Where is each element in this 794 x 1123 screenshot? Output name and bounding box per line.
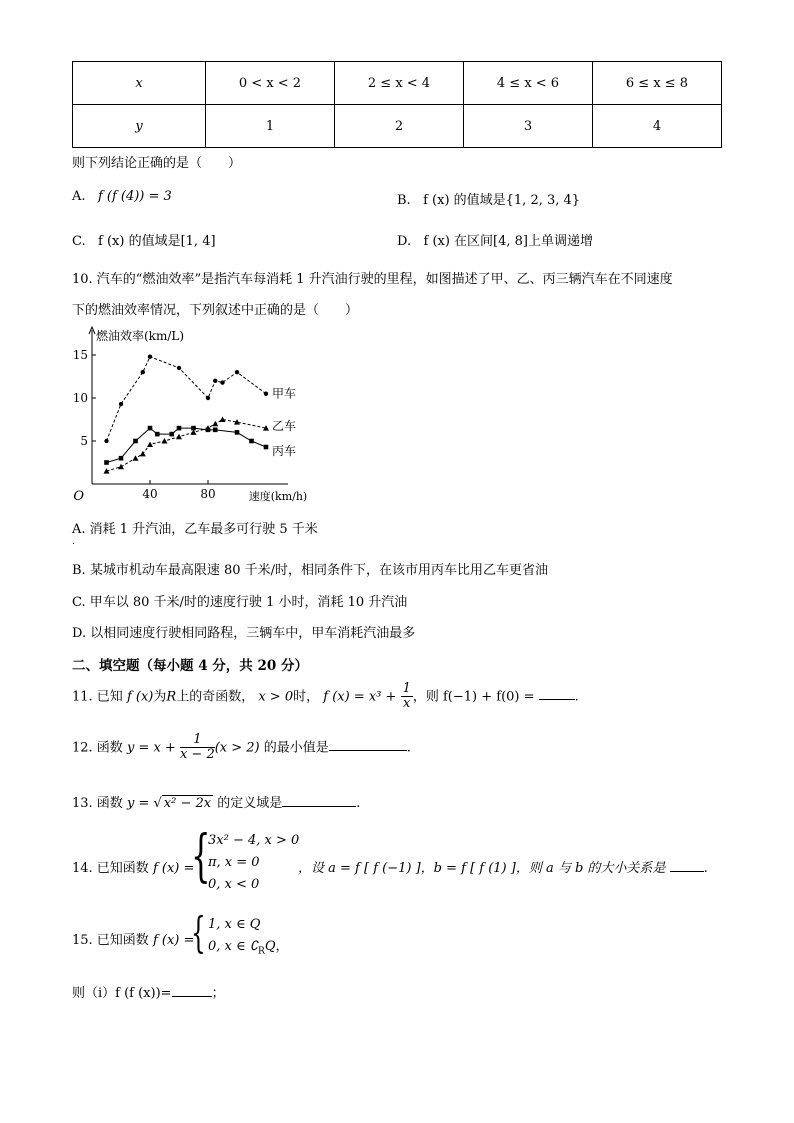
q12-pre: 12. 函数 bbox=[72, 740, 123, 756]
table-cell: 1 bbox=[206, 105, 335, 148]
series-line bbox=[107, 428, 267, 462]
q15-line2 bbox=[72, 982, 225, 1001]
fraction-numerator: 1 bbox=[402, 681, 411, 696]
q13-answer-blank[interactable] bbox=[282, 806, 356, 807]
case-text: 0, x ∈ ∁ bbox=[208, 939, 259, 954]
q9-option-b bbox=[397, 189, 580, 208]
data-point bbox=[169, 432, 174, 437]
table-cell: 3 bbox=[464, 105, 593, 148]
fraction-numerator: 1 bbox=[180, 733, 215, 748]
q9-option-a bbox=[72, 189, 172, 204]
q14-pre: 14. 已知函数 bbox=[72, 861, 149, 876]
q11-pre: 11. 已知 bbox=[72, 689, 123, 705]
fraction-denominator: x bbox=[403, 696, 411, 712]
case-line bbox=[208, 936, 289, 963]
table-cell: 2 bbox=[335, 105, 464, 148]
case-line: 0, x < 0 bbox=[208, 877, 260, 892]
q10-option-d: D. 以相同速度行驶相同路程，三辆车中，甲车消耗汽油最多 bbox=[72, 626, 416, 641]
y-tick-label: 15 bbox=[72, 348, 88, 362]
data-point bbox=[235, 430, 240, 435]
data-point bbox=[212, 421, 218, 427]
q15-answer-blank[interactable] bbox=[172, 996, 212, 997]
x-tick-label: 40 bbox=[142, 487, 158, 501]
data-point bbox=[264, 392, 268, 396]
q11-tail: ，则 f(−1) + f(0) = bbox=[412, 689, 535, 705]
x-axis-label: 速度(km/h) bbox=[248, 490, 308, 503]
table-row-y bbox=[73, 105, 722, 148]
option-label: D. bbox=[397, 234, 412, 249]
q12-y: y = x + bbox=[126, 740, 176, 756]
case-comma: ， bbox=[275, 939, 289, 954]
data-point bbox=[264, 445, 269, 450]
sqrt-sign: √ bbox=[153, 796, 162, 811]
data-point bbox=[220, 417, 226, 423]
series-label: 丙车 bbox=[272, 444, 297, 459]
table-cell: x bbox=[73, 62, 206, 105]
q13-radicand: x² − 2x bbox=[163, 796, 212, 811]
q11-fx: f (x) bbox=[126, 689, 154, 705]
y-tick-label: 5 bbox=[80, 434, 88, 448]
y-axis-label: 燃油效率(km/L) bbox=[96, 329, 185, 343]
option-label: A. bbox=[72, 189, 86, 204]
table-cell: 0 < x < 2 bbox=[206, 62, 335, 105]
data-point bbox=[213, 428, 218, 433]
question-12 bbox=[72, 733, 411, 763]
option-expr: f (f (4)) = 3 bbox=[97, 189, 172, 204]
q15-end: ； bbox=[211, 986, 225, 1001]
option-expr: f (x) 在区间[4, 8]上单调递增 bbox=[423, 234, 594, 249]
q12-end: . bbox=[406, 740, 411, 756]
q14-brace: { bbox=[191, 824, 211, 889]
q13-expr: y = bbox=[126, 796, 154, 811]
data-point bbox=[148, 355, 152, 359]
q14-fx: f (x) = bbox=[152, 861, 195, 876]
q11-mid: 为 bbox=[153, 689, 167, 705]
q10-option-b: B. 某城市机动车最高限速 80 千米/时，相同条件下，在该市用丙车比用乙车更省油 bbox=[72, 563, 549, 578]
data-point bbox=[220, 380, 224, 384]
q14-answer-blank[interactable] bbox=[670, 871, 704, 872]
option-expr: f (x) 的值域是[1, 4] bbox=[98, 234, 216, 249]
data-point bbox=[119, 402, 123, 406]
case-sub: R bbox=[258, 946, 265, 957]
q12-answer-blank[interactable] bbox=[329, 750, 407, 751]
table-cell: 2 ≤ x < 4 bbox=[335, 62, 464, 105]
q13-end: . bbox=[356, 796, 361, 811]
q9-option-c bbox=[72, 230, 216, 249]
q13-tail: 的定义域是 bbox=[217, 796, 283, 811]
data-point bbox=[191, 426, 196, 431]
q12-cond: (x > 2) bbox=[214, 740, 260, 756]
data-point bbox=[176, 434, 182, 440]
option-label: B. bbox=[397, 193, 411, 208]
data-point bbox=[177, 366, 181, 370]
q10-line2: 下的燃油效率情况，下列叙述中正确的是（ ） bbox=[72, 303, 359, 318]
q11-answer-blank[interactable] bbox=[539, 699, 575, 700]
q10-option-c: C. 甲车以 80 千米/时的速度行驶 1 小时，消耗 10 升汽油 bbox=[72, 595, 408, 610]
x-tick-label: 80 bbox=[200, 487, 216, 501]
q15-fx: f (x) = bbox=[152, 933, 195, 948]
data-point bbox=[140, 451, 146, 457]
stray-dot: . bbox=[72, 537, 75, 547]
q15-pre-line bbox=[72, 929, 194, 948]
table-cell: 4 bbox=[593, 105, 722, 148]
q11-R: R bbox=[166, 689, 177, 705]
data-point bbox=[118, 464, 124, 470]
data-point bbox=[155, 432, 160, 437]
q15-brace: { bbox=[191, 908, 206, 957]
data-point bbox=[206, 428, 211, 433]
question-11 bbox=[72, 682, 579, 712]
q14-pre-line bbox=[72, 857, 194, 876]
data-point bbox=[162, 438, 168, 444]
case-text: Q bbox=[264, 939, 276, 954]
data-point bbox=[119, 456, 124, 461]
data-point bbox=[148, 426, 153, 431]
fraction-denominator: x − 2 bbox=[179, 747, 215, 763]
q11-fdef: f (x) = x³ + bbox=[323, 689, 397, 705]
q14-cases bbox=[208, 830, 299, 896]
data-point bbox=[206, 396, 210, 400]
data-point bbox=[104, 439, 108, 443]
q15-cases bbox=[208, 914, 289, 963]
table-cell: 6 ≤ x ≤ 8 bbox=[593, 62, 722, 105]
option-expr: f (x) 的值域是{1, 2, 3, 4} bbox=[423, 193, 581, 208]
q14-tail-line bbox=[298, 857, 708, 876]
q11-end: . bbox=[574, 689, 579, 705]
data-point bbox=[147, 441, 153, 447]
data-point bbox=[141, 370, 145, 374]
data-point bbox=[104, 460, 109, 465]
data-point bbox=[133, 439, 138, 444]
data-point bbox=[249, 439, 254, 444]
q10-option-a: A. 消耗 1 升汽油，乙车最多可行驶 5 千米 bbox=[72, 522, 318, 537]
data-point bbox=[177, 426, 182, 431]
value-table bbox=[72, 61, 722, 148]
q11-fraction bbox=[401, 682, 413, 712]
q14-tail: ，设 a = f [ f (−1) ]，b = f [ f (1) ]，则 a 与 b 的大小关系是 bbox=[298, 861, 666, 876]
q11-mid3: 时， bbox=[293, 689, 320, 705]
q15-pre: 15. 已知函数 bbox=[72, 933, 149, 948]
q12-fraction bbox=[180, 733, 215, 763]
q13-pre: 13. 函数 bbox=[72, 796, 123, 811]
fuel-efficiency-chart bbox=[70, 322, 340, 508]
data-point bbox=[213, 379, 217, 383]
q15-line2-text: 则（ⅰ）f (f (x))= bbox=[72, 986, 172, 1001]
q11-mid2: 上的奇函数， bbox=[176, 689, 255, 705]
table-row-x bbox=[73, 62, 722, 105]
table-cell: y bbox=[73, 105, 206, 148]
q11-cond: x > 0 bbox=[258, 689, 294, 705]
case-line: 1, x ∈ Q bbox=[208, 917, 261, 932]
origin-label: O bbox=[73, 489, 84, 504]
q10-line1: 10. 汽车的“燃油效率”是指汽车每消耗 1 升汽油行驶的里程，如图描述了甲、乙、丙三辆汽车在不同速度 bbox=[72, 272, 673, 287]
q9-option-d bbox=[397, 230, 593, 249]
section-title: 二、填空题（每小题 4 分，共 20 分） bbox=[72, 658, 308, 674]
question-13 bbox=[72, 792, 360, 811]
q12-tail: 的最小值是 bbox=[263, 740, 329, 756]
case-line: π, x = 0 bbox=[208, 855, 260, 870]
table-cell: 4 ≤ x < 6 bbox=[464, 62, 593, 105]
data-point bbox=[235, 370, 239, 374]
series-line bbox=[107, 420, 267, 472]
series-label: 甲车 bbox=[272, 386, 297, 401]
series-label: 乙车 bbox=[272, 419, 297, 434]
y-tick-label: 10 bbox=[72, 391, 88, 405]
option-label: C. bbox=[72, 234, 86, 249]
q9-prompt: 则下列结论正确的是（ ） bbox=[72, 156, 242, 171]
data-point bbox=[133, 455, 139, 461]
q14-end: . bbox=[703, 861, 708, 876]
case-line: 3x² − 4, x > 0 bbox=[208, 833, 300, 848]
